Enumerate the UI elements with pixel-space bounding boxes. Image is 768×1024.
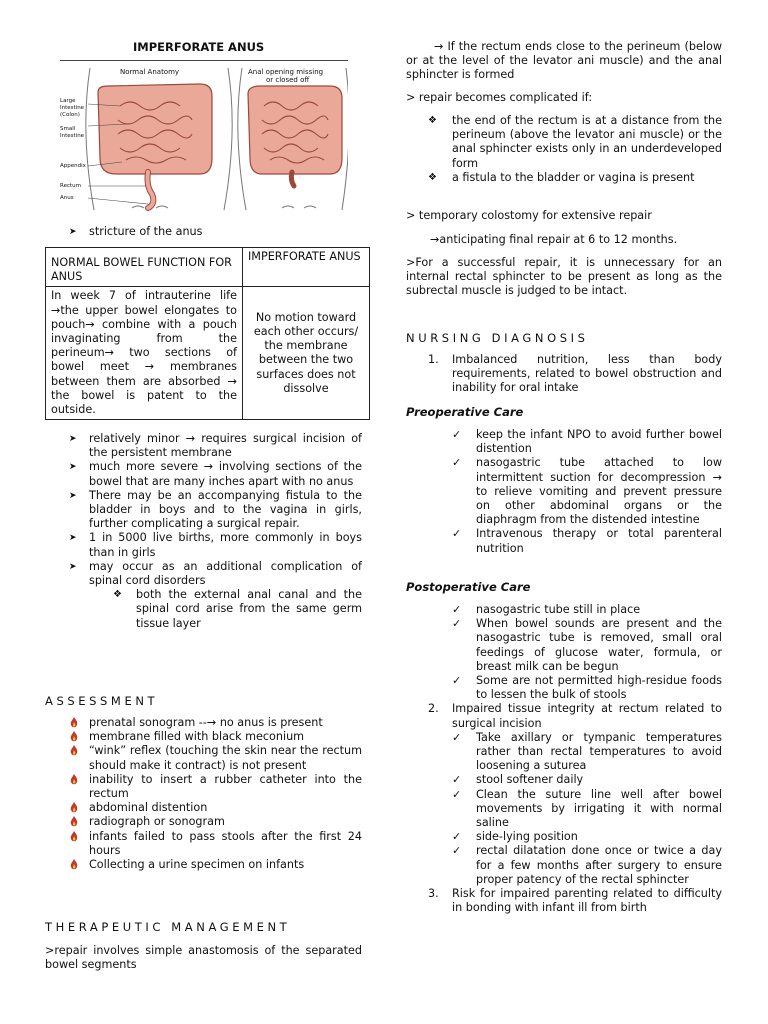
postoperative-list: [406, 603, 722, 915]
list-item-text: When bowel sounds are present and the nasogastric tube is removed, small oral feedings of glucose water, formula, or breast milk can be begun: [476, 617, 722, 673]
figure-label-intestine-2: Intestine: [60, 133, 85, 139]
list-item: [406, 428, 722, 456]
preoperative-list: [406, 428, 722, 556]
list-item: [45, 225, 365, 239]
arrow-bullet-icon: ➤: [69, 227, 77, 237]
list-item-text: rectal dilatation done once or twice a day for a few months after surgery to ensure proper patency of the rectal sphincter: [476, 844, 722, 886]
list-item-text: may occur as an additional complication of spinal cord disorders: [89, 559, 362, 588]
list-item: [45, 489, 362, 532]
list-item-text: the end of the rectum is at a distance from the perineum (above the levator ani muscle) or the anal sphincter exists only in an underdeveloped form: [452, 114, 722, 170]
check-icon: ✓: [452, 428, 462, 441]
list-item: [45, 432, 362, 460]
list-number: 2.: [428, 702, 439, 716]
list-item-text: prenatal sonogram --→ no anus is present: [89, 716, 323, 729]
list-item: [45, 830, 362, 858]
assessment-list: [45, 716, 362, 872]
figure-label-large: Large: [60, 98, 76, 104]
nursing-diagnosis-1: [406, 353, 722, 396]
arrow-bullet-icon: ➤: [69, 533, 77, 544]
list-item-text: infants failed to pass stools after the first 24 hours: [89, 829, 362, 857]
check-icon: ✓: [452, 787, 462, 801]
check-icon: ✓: [452, 527, 462, 541]
list-item: [406, 674, 722, 702]
arrow-bullet-icon: ➤: [69, 434, 77, 444]
right-paragraph-3: > temporary colostomy for extensive repair: [406, 209, 652, 222]
list-item-text: “wink” reflex (touching the skin near the rectum should make it contract) is not present: [89, 744, 362, 772]
check-icon: ✓: [452, 674, 462, 688]
figure-label-missing-1: Anal opening missing: [248, 68, 324, 76]
arrow-bullet-icon: ➤: [69, 462, 77, 473]
flame-bullet-icon: [70, 816, 78, 827]
list-item: [45, 531, 362, 559]
diamond-bullet-icon: ❖: [428, 115, 437, 126]
list-item-text: stricture of the anus: [89, 225, 203, 238]
list-item: [406, 773, 722, 787]
figure-label-colon: (Colon): [60, 112, 80, 118]
list-item: [45, 815, 362, 829]
therapeutic-text: >repair involves simple anastomosis of the separated bowel segments: [45, 944, 362, 972]
list-item-text: Impaired tissue integrity at rectum related to surgical incision: [452, 702, 722, 730]
postoperative-heading: Postoperative Care: [406, 580, 531, 594]
list-item: [406, 114, 722, 171]
assessment-heading: ASSESSMENT: [45, 694, 159, 708]
list-item: [406, 830, 722, 844]
flame-bullet-icon: [70, 717, 78, 728]
list-item: [406, 171, 722, 185]
figure-label-normal: Normal Anatomy: [120, 68, 180, 76]
list-item: [406, 353, 722, 396]
list-item-text: Imbalanced nutrition, less than body requirements, related to bowel obstruction and inability for oral intake: [452, 353, 722, 395]
flame-bullet-icon: [70, 831, 78, 842]
list-item-text: Some are not permitted high-residue foods to lessen the bulk of stools: [476, 674, 722, 702]
list-item: [45, 730, 362, 744]
list-item-text: nasogastric tube still in place: [476, 603, 641, 616]
check-icon: ✓: [452, 617, 462, 631]
list-item: [406, 527, 722, 555]
flame-bullet-icon: [70, 774, 78, 785]
list-item: [406, 702, 722, 730]
list-item-text: There may be an accompanying fistula to the bladder in boys and to the vagina in girls, further complicating a surgical repair.: [89, 488, 362, 531]
list-item: [45, 560, 362, 588]
right-paragraph-5: >For a successful repair, it is unnecessary for an internal rectal sphincter to be present as long as the subrectal muscle is judged to be intact.: [406, 256, 722, 298]
right-paragraph-4: →anticipating final repair at 6 to 12 months.: [430, 233, 678, 246]
check-icon: ✓: [452, 456, 462, 470]
flame-bullet-icon: [70, 745, 78, 756]
list-item: [406, 788, 722, 831]
flame-bullet-icon: [70, 802, 78, 813]
check-icon: ✓: [452, 603, 462, 616]
preoperative-heading: Preoperative Care: [406, 405, 524, 419]
figure-label-anus: Anus: [60, 195, 74, 201]
figure-label-missing-2: or closed off: [266, 76, 310, 84]
table-cell-imperforate: No motion toward each other occurs/ the membrane between the two surfaces does not dissolve: [243, 287, 370, 420]
flame-bullet-icon: [70, 859, 78, 870]
complication-list: [406, 114, 722, 185]
flame-bullet-icon: [70, 731, 78, 742]
list-item: [406, 731, 722, 774]
list-item-text: side-lying position: [476, 830, 578, 844]
anatomy-figure: [60, 62, 348, 222]
list-item-text: Take axillary or tympanic temperatures rather than rectal temperatures to avoid loosening a suturea: [476, 730, 722, 773]
right-paragraph-1: → If the rectum ends close to the perineum (below or at the level of the levator ani muscle) and the anal sphincter is formed: [406, 40, 722, 82]
list-item: [406, 456, 722, 527]
right-paragraph-2: > repair becomes complicated if:: [406, 91, 593, 104]
list-number: 3.: [428, 887, 439, 901]
figure-label-intestine-1: Intestine: [60, 105, 85, 111]
list-item: [406, 844, 722, 887]
anatomy-illustration: [60, 62, 348, 222]
list-item-text: Intravenous therapy or total parenteral nutrition: [476, 527, 722, 555]
list-item: [45, 744, 362, 772]
list-item-text: Collecting a urine specimen on infants: [89, 858, 305, 872]
list-item: [406, 887, 722, 915]
stricture-list: [45, 225, 365, 239]
list-item: [45, 858, 362, 872]
table-header-imperforate: [243, 248, 370, 287]
title-rule: [60, 60, 348, 61]
list-item-text: abdominal distention: [89, 801, 208, 815]
list-item-text: membrane filled with black meconium: [89, 730, 305, 744]
nursing-diagnosis-heading: NURSING DIAGNOSIS: [406, 331, 589, 345]
table-header-normal: [46, 248, 243, 287]
table-row: [46, 287, 370, 420]
figure-label-rectum: Rectum: [60, 183, 81, 189]
diamond-bullet-icon: ❖: [428, 171, 437, 183]
list-item-text: keep the infant NPO to avoid further bowel distention: [476, 428, 722, 456]
table-header-text: NORMAL BOWEL FUNCTION FOR ANUS: [51, 256, 232, 284]
list-item-text: 1 in 5000 live births, more commonly in boys than in girls: [89, 531, 362, 559]
list-item-text: both the external anal canal and the spinal cord arise from the same germ tissue layer: [136, 588, 362, 630]
table-cell-normal: In week 7 of intrauterine life →the upper bowel elongates to pouch→ combine with a pouch invaginating from the perineum→ two sections of bowel meet → membranes between them are absorbed → the bowel is patent to the outside.: [46, 287, 243, 420]
list-item-text: inability to insert a rubber catheter into the rectum: [89, 772, 362, 801]
comparison-table: [45, 247, 370, 420]
arrow-bullet-icon: ➤: [69, 561, 77, 572]
check-icon: ✓: [452, 773, 462, 787]
list-item: [45, 460, 362, 488]
list-item-text: relatively minor → requires surgical incision of the persistent membrane: [89, 432, 362, 460]
check-icon: ✓: [452, 844, 462, 858]
figure-label-appendix: Appendix: [60, 163, 86, 169]
list-item: [45, 773, 362, 801]
diamond-bullet-icon: ❖: [113, 589, 122, 601]
sub-list-item: [45, 588, 362, 631]
list-item: [406, 617, 722, 674]
list-item-text: Clean the suture line well after bowel movements by irrigating it with normal saline: [476, 787, 722, 830]
left-bullet-list: [45, 432, 362, 631]
list-number: 1.: [428, 353, 439, 366]
list-item: [45, 801, 362, 815]
list-item-text: nasogastric tube attached to low intermittent suction for decompression → to relieve vomiting and prevent pressure on other abdominal organs or the diaphragm from the distended intestine: [476, 456, 722, 527]
list-item-text: a fistula to the bladder or vagina is present: [452, 170, 695, 184]
table-row: [46, 248, 370, 287]
list-item: [45, 716, 362, 730]
list-item-text: stool softener daily: [476, 773, 584, 787]
check-icon: ✓: [452, 730, 462, 744]
list-item-text: Risk for impaired parenting related to difficulty in bonding with infant ill from birth: [452, 887, 722, 915]
page-title: IMPERFORATE ANUS: [133, 40, 265, 54]
figure-label-small: Small: [60, 126, 76, 132]
list-item: [406, 603, 722, 617]
list-item-text: much more severe → involving sections of the bowel that are many inches apart with no anus: [89, 460, 362, 488]
therapeutic-heading: THERAPEUTIC MANAGEMENT: [45, 920, 291, 934]
check-icon: ✓: [452, 830, 462, 844]
arrow-bullet-icon: ➤: [69, 490, 77, 501]
table-header-text: IMPERFORATE ANUS: [248, 250, 361, 263]
list-item-text: radiograph or sonogram: [89, 815, 225, 829]
